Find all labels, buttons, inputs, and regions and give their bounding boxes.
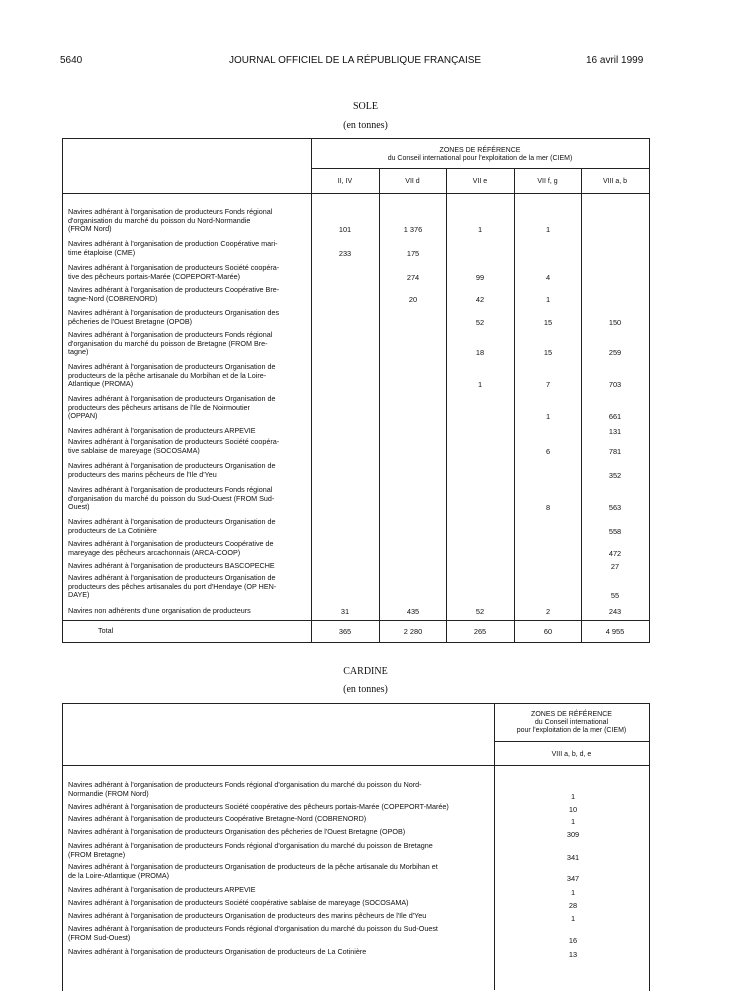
cardine-header-rule — [494, 741, 649, 742]
cardine-cell-value: 28 — [568, 901, 578, 910]
cardine-row-label: Navires adhérant à l'organisation de producteurs ARPEVIE — [68, 885, 256, 894]
sole-row-label: Navires adhérant à l'organisation de producteurs Organisation de producteurs de La Cotinière — [68, 517, 276, 535]
cardine-cell-value: 16 — [568, 935, 578, 945]
cardine-row-label: Navires adhérant à l'organisation de producteurs Société coopérative des pêcheurs portais-Marée (COPEPORT-Marée) — [68, 802, 449, 811]
cardine-col-header: VIII a, b, d, e — [551, 751, 592, 758]
sole-cell-value: 703 — [608, 380, 622, 390]
sole-row-label: Navires adhérant à l'organisation de producteurs Organisation de producteurs de la pêche artisanale du Morbihan et de la Loire- Atlantique (PROMA) — [68, 362, 276, 389]
sole-row-label: Navires adhérant à l'organisation de producteurs Fonds régional d'organisation du marché du poisson du Sud-Ouest (FROM Sud- Ouest) — [68, 485, 275, 512]
sole-cell-value: 18 — [475, 348, 485, 358]
cardine-cell-value: 1 — [570, 817, 576, 826]
sole-cell-value: 52 — [475, 607, 485, 616]
cardine-row-label: Navires adhérant à l'organisation de producteurs Organisation de producteurs des marins pêcheurs de l'Ile d'Yeu — [68, 911, 427, 920]
sole-row-label: Navires adhérant à l'organisation de producteurs Organisation de producteurs des pêches artisanales du port d'Hendaye (OP HEN- DAYE) — [68, 573, 277, 600]
sole-row-label: Navires adhérant à l'organisation de producteurs Fonds régional d'organisation du marché du poisson du Nord-Normandie (FROM Nord) — [68, 207, 273, 234]
cardine-cell-value: 1 — [570, 888, 576, 897]
sole-zones-subtitle: du Conseil international pour l'exploitation de la mer (CIEM) — [387, 155, 573, 162]
cardine-title: CARDINE — [343, 666, 388, 677]
sole-row-label: Navires adhérant à l'organisation de producteurs Société coopéra- tive sablaise de mareyage (SOCOSAMA) — [68, 437, 280, 455]
sole-col-header: VII d — [405, 178, 420, 185]
sole-cell-value: 472 — [608, 548, 622, 558]
sole-divider — [514, 168, 515, 642]
sole-cell-value: 435 — [406, 607, 420, 616]
sole-zones-title: ZONES DE RÉFÉRENCE — [439, 147, 521, 154]
sole-total-value: 265 — [473, 627, 487, 636]
sole-cell-value: 781 — [608, 446, 622, 456]
sole-total-value: 4 955 — [605, 627, 625, 636]
sole-cell-value: 243 — [608, 607, 622, 616]
cardine-cell-value: 1 — [570, 791, 576, 801]
sole-col-header: II, IV — [337, 178, 353, 185]
sole-unit: (en tonnes) — [343, 120, 388, 131]
sole-row-label: Navires adhérant à l'organisation de producteurs Organisation de producteurs des pêcheurs artisans de l'Ile de Noirmoutier (OPPAN) — [68, 394, 276, 421]
cardine-divider — [494, 703, 495, 990]
cardine-row-label: Navires adhérant à l'organisation de producteurs Fonds régional d'organisation du marché du poisson de Bretagne (FROM Bretagne) — [68, 841, 433, 859]
cardine-row-label: Navires adhérant à l'organisation de producteurs Coopérative Bretagne-Nord (COBRENORD) — [68, 814, 367, 823]
cardine-row-label: Navires adhérant à l'organisation de producteurs Fonds régional d'organisation du marché du poisson du Nord- Normandie (FROM Nord) — [68, 780, 422, 798]
cardine-row-label: Navires adhérant à l'organisation de producteurs Organisation de producteurs de la pêche artisanale du Morbihan et de la Loire-Atlantique (PROMA) — [68, 862, 438, 880]
sole-cell-value: 274 — [406, 272, 420, 282]
sole-header-bottom-rule — [62, 193, 649, 194]
sole-total-label: Total — [98, 626, 114, 635]
sole-col-header: VIII a, b — [602, 178, 628, 185]
sole-cell-value: 55 — [610, 591, 620, 601]
page-number: 5640 — [60, 55, 83, 66]
sole-cell-value: 563 — [608, 503, 622, 513]
sole-divider-label — [311, 138, 312, 642]
sole-col-header: VII e — [472, 178, 488, 185]
sole-title: SOLE — [353, 101, 378, 112]
sole-cell-value: 6 — [545, 446, 551, 456]
sole-cell-value: 27 — [610, 562, 620, 571]
sole-cell-value: 1 — [477, 225, 483, 235]
sole-cell-value: 1 — [477, 380, 483, 390]
cardine-cell-value: 341 — [566, 852, 580, 862]
sole-cell-value: 52 — [475, 317, 485, 327]
sole-cell-value: 259 — [608, 348, 622, 358]
sole-cell-value: 1 376 — [403, 225, 423, 235]
sole-row-label: Navires non adhérents d'une organisation de producteurs — [68, 606, 251, 615]
sole-cell-value: 101 — [338, 225, 352, 235]
cardine-row-label: Navires adhérant à l'organisation de producteurs Société coopérative sablaise de mareyage (SOCOSAMA) — [68, 898, 409, 907]
sole-cell-value: 7 — [545, 380, 551, 390]
sole-cell-value: 2 — [545, 607, 551, 616]
sole-cell-value: 31 — [340, 607, 350, 616]
sole-cell-value: 15 — [543, 317, 553, 327]
sole-row-label: Navires adhérant à l'organisation de producteurs Coopérative Bre- tagne-Nord (COBRENORD) — [68, 285, 280, 303]
cardine-cell-value: 13 — [568, 950, 578, 959]
sole-cell-value: 661 — [608, 412, 622, 422]
cardine-cell-value: 347 — [566, 873, 580, 883]
sole-cell-value: 1 — [545, 225, 551, 235]
sole-row-label: Navires adhérant à l'organisation de producteurs Organisation de producteurs des marins pêcheurs de l'Ile d'Yeu — [68, 461, 276, 479]
cardine-header-bottom-rule — [62, 765, 649, 766]
cardine-row-label: Navires adhérant à l'organisation de producteurs Fonds régional d'organisation du marché du poisson du Sud-Ouest (FROM Sud-Ouest) — [68, 924, 438, 942]
sole-row-label: Navires adhérant à l'organisation de producteurs ARPEVIE — [68, 426, 256, 435]
sole-row-label: Navires adhérant à l'organisation de production Coopérative mari- time étaploise (CME) — [68, 239, 278, 257]
sole-row-label: Navires adhérant à l'organisation de producteurs BASCOPECHE — [68, 561, 275, 570]
sole-cell-value: 175 — [406, 248, 420, 258]
cardine-row-label: Navires adhérant à l'organisation de producteurs Organisation des pêcheries de l'Ouest Bretagne (OPOB) — [68, 827, 406, 836]
sole-cell-value: 1 — [545, 412, 551, 422]
journal-title: JOURNAL OFFICIEL DE LA RÉPUBLIQUE FRANÇAISE — [229, 55, 482, 66]
sole-row-label: Navires adhérant à l'organisation de producteurs Fonds régional d'organisation du marché du poisson de Bretagne (FROM Bre- tagne) — [68, 330, 273, 357]
sole-total-value: 60 — [543, 627, 553, 636]
sole-col-header: VII f, g — [537, 178, 558, 185]
sole-divider — [581, 168, 582, 642]
sole-total-value: 2 280 — [403, 627, 423, 636]
cardine-unit: (en tonnes) — [343, 684, 388, 695]
sole-header-rule — [311, 168, 649, 169]
sole-cell-value: 99 — [475, 272, 485, 282]
sole-cell-value: 1 — [545, 294, 551, 304]
sole-cell-value: 4 — [545, 272, 551, 282]
cardine-cell-value: 309 — [566, 830, 580, 839]
sole-cell-value: 352 — [608, 470, 622, 480]
issue-date: 16 avril 1999 — [586, 55, 644, 66]
sole-divider — [379, 168, 380, 642]
sole-row-label: Navires adhérant à l'organisation de producteurs Organisation des pêcheries de l'Ouest Bretagne (OPOB) — [68, 308, 280, 326]
sole-cell-value: 131 — [608, 427, 622, 436]
sole-cell-value: 150 — [608, 317, 622, 327]
sole-cell-value: 20 — [408, 294, 418, 304]
sole-row-label: Navires adhérant à l'organisation de producteurs Société coopéra- tive des pêcheurs portais-Marée (COPEPORT-Marée) — [68, 263, 280, 281]
sole-total-rule — [62, 620, 649, 621]
sole-cell-value: 558 — [608, 526, 622, 536]
cardine-cell-value: 10 — [568, 805, 578, 814]
sole-total-value: 365 — [338, 627, 352, 636]
cardine-cell-value: 1 — [570, 914, 576, 923]
sole-cell-value: 233 — [338, 248, 352, 258]
cardine-zones-title: ZONES DE RÉFÉRENCE — [531, 711, 612, 718]
cardine-row-label: Navires adhérant à l'organisation de producteurs Organisation de producteurs de La Cotinière — [68, 947, 367, 956]
sole-row-label: Navires adhérant à l'organisation de producteurs Coopérative de mareyage des pêcheurs arcachonnais (ARCA-COOP) — [68, 539, 274, 557]
sole-cell-value: 8 — [545, 503, 551, 513]
cardine-zones-line2: du Conseil international — [534, 719, 609, 726]
sole-cell-value: 42 — [475, 294, 485, 304]
sole-divider — [446, 168, 447, 642]
cardine-zones-line3: pour l'exploitation de la mer (CIEM) — [516, 727, 627, 734]
sole-cell-value: 15 — [543, 348, 553, 358]
